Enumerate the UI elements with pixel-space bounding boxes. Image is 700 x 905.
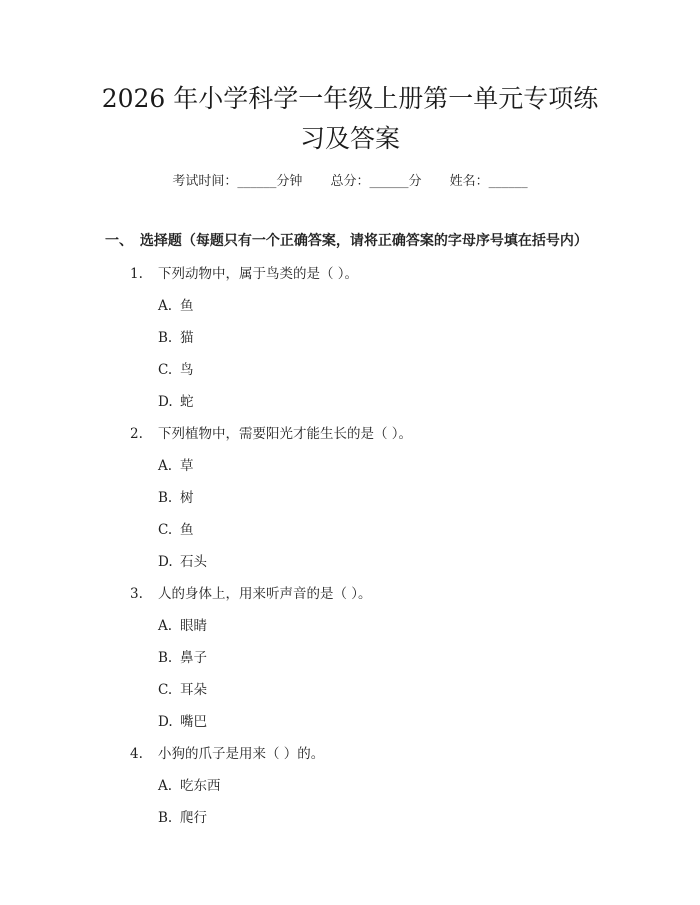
- option-text: 石头: [180, 554, 207, 570]
- option-text: 草: [180, 458, 194, 474]
- document-title: [90, 82, 610, 156]
- option-text: 爬行: [180, 810, 207, 826]
- exam-time-label: 考试时间：______分钟: [172, 174, 303, 189]
- question-text: 人的身体上，用来听声音的是（ ）。: [158, 586, 372, 602]
- option-letter: D.: [158, 394, 173, 410]
- question-text: 小狗的爪子是用来（ ）的。: [158, 746, 325, 762]
- option-letter: A.: [158, 778, 173, 794]
- option-1a: [158, 294, 194, 314]
- section-number: 一、: [105, 233, 133, 249]
- option-2a: [158, 454, 194, 474]
- question-number: 2.: [130, 426, 143, 442]
- option-3a: [158, 614, 207, 634]
- section-title: 选择题（每题只有一个正确答案，请将正确答案的字母序号填在括号内）: [139, 233, 588, 249]
- option-3d: [158, 710, 207, 730]
- option-1b: [158, 326, 194, 346]
- option-4b: [158, 806, 207, 826]
- option-letter: D.: [158, 714, 173, 730]
- question-number: 4.: [130, 746, 143, 762]
- option-text: 鸟: [180, 362, 194, 378]
- question-2: [130, 422, 412, 442]
- exam-meta: [0, 170, 700, 189]
- option-letter: B.: [158, 330, 173, 346]
- option-letter: A.: [158, 618, 173, 634]
- question-text: 下列植物中，需要阳光才能生长的是（ ）。: [158, 426, 413, 442]
- option-letter: A.: [158, 458, 173, 474]
- question-text: 下列动物中，属于鸟类的是（ ）。: [158, 266, 359, 282]
- title-line-2: 习及答案: [299, 124, 400, 153]
- option-text: 耳朵: [180, 682, 207, 698]
- question-4: [130, 742, 324, 762]
- option-2c: [158, 518, 194, 538]
- option-3c: [158, 678, 207, 698]
- option-3b: [158, 646, 207, 666]
- option-1c: [158, 358, 194, 378]
- option-letter: C.: [158, 522, 173, 538]
- option-text: 蛇: [180, 394, 194, 410]
- student-name-label: 姓名：______: [449, 174, 528, 189]
- option-1d: [158, 390, 194, 410]
- option-letter: C.: [158, 362, 173, 378]
- question-3: [130, 582, 372, 602]
- option-text: 嘴巴: [180, 714, 207, 730]
- option-text: 鼻子: [180, 650, 207, 666]
- option-4a: [158, 774, 221, 794]
- section-heading: [105, 230, 588, 250]
- total-score-label: 总分：______分: [330, 174, 422, 189]
- option-letter: D.: [158, 554, 173, 570]
- question-1: [130, 262, 358, 282]
- option-text: 鱼: [180, 298, 194, 314]
- option-text: 吃东西: [180, 778, 221, 794]
- option-letter: B.: [158, 490, 173, 506]
- option-letter: B.: [158, 650, 173, 666]
- option-text: 眼睛: [180, 618, 207, 634]
- option-letter: A.: [158, 298, 173, 314]
- option-letter: C.: [158, 682, 173, 698]
- option-text: 猫: [180, 330, 194, 346]
- option-2d: [158, 550, 207, 570]
- title-line-1: 2026 年小学科学一年级上册第一单元专项练: [101, 84, 599, 113]
- option-2b: [158, 486, 194, 506]
- option-text: 树: [180, 490, 194, 506]
- option-letter: B.: [158, 810, 173, 826]
- question-number: 1.: [130, 266, 143, 282]
- question-number: 3.: [130, 586, 143, 602]
- option-text: 鱼: [180, 522, 194, 538]
